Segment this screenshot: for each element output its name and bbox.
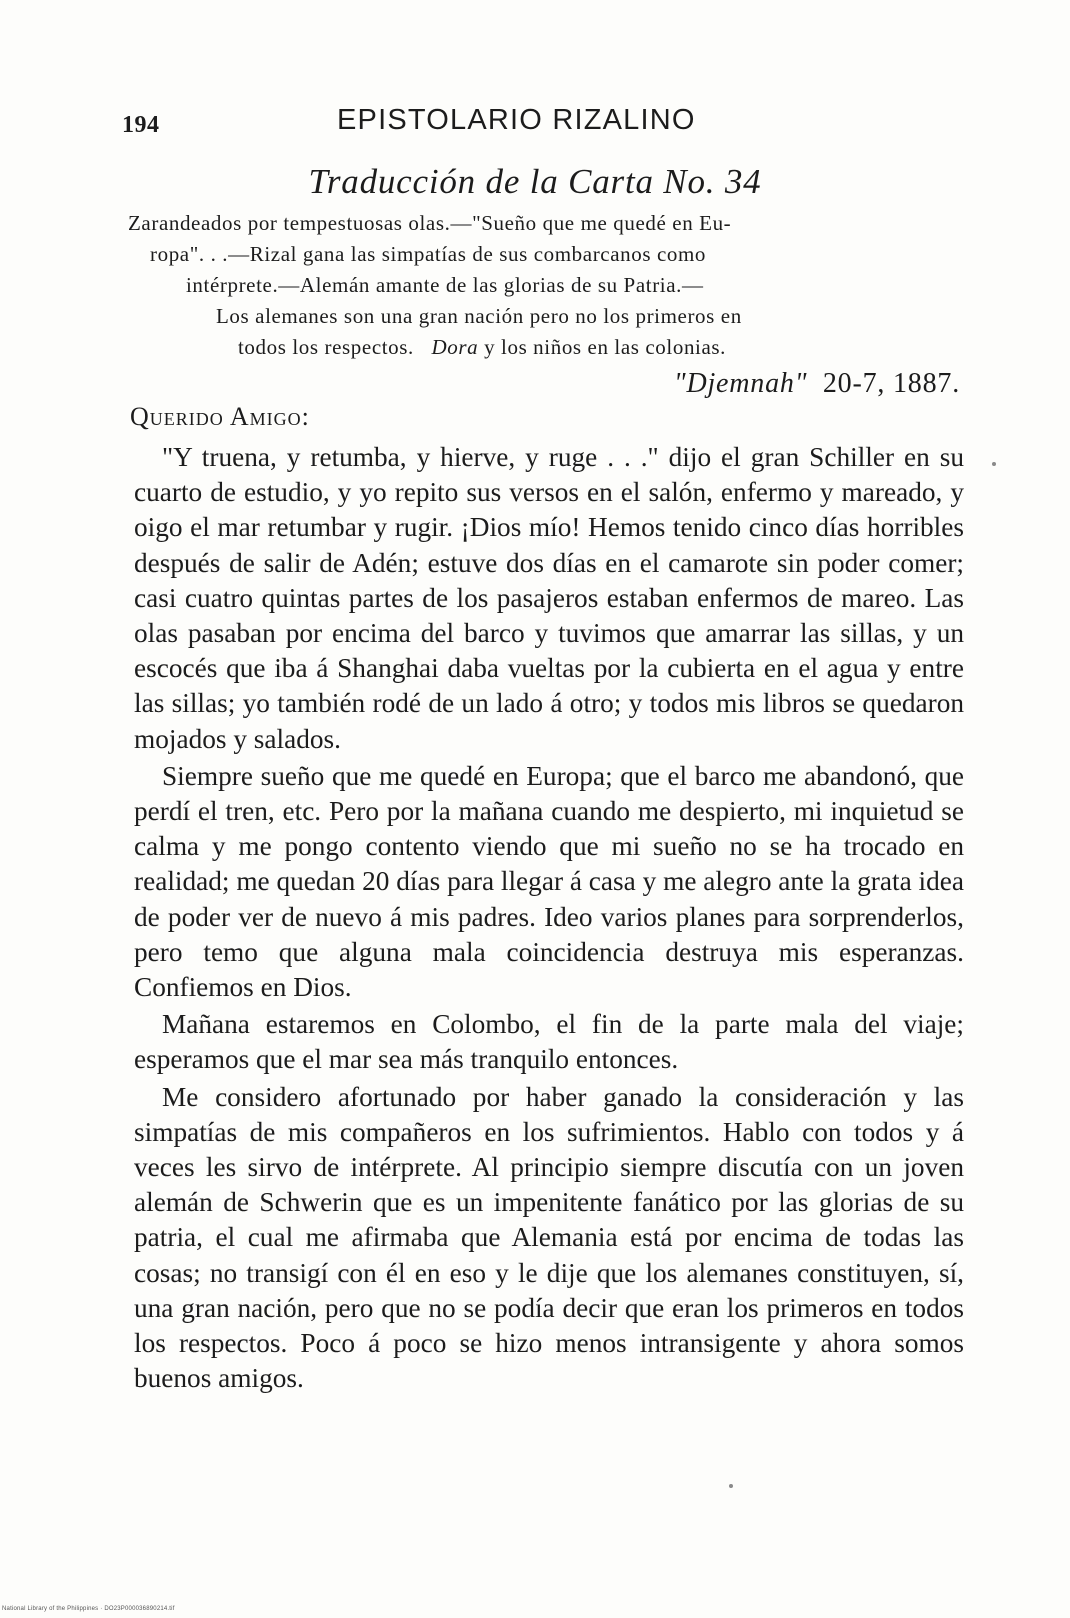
running-head: EPISTOLARIO RIZALINO <box>337 104 696 136</box>
letter-summary <box>128 208 948 363</box>
body-paragraph: Me considero afortunado por haber ganado la consideración y las simpatías de mis compañeros en los sufrimientos. Hablo con todos y á veces les sirvo de intérprete. Al principio siempre discutía con un joven alemán de Schwerin que es un impenitente fanático por las glorias de su patria, el cual me afirmaba que Alemania está por encima de todas las cosas; no transigí con él en eso y le dije que los alemanes constituyen, sí, una gran nación, pero que no se podía decir que eran los primeros en todos los respectos. Poco á poco se hizo menos intransigente y ahora somos buenos amigos. <box>134 1081 964 1394</box>
letter-title: Traducción de la Carta No. 34 <box>308 162 762 201</box>
summary-text: y los niños en las colonias. <box>484 335 727 359</box>
body-paragraph: "Y truena, y retumba, y hierve, y ruge . . ." dijo el gran Schiller en su cuarto de estudio, y yo repito sus versos en el salón, enfermo y mareado, y oigo el mar retumbar y rugir. ¡Dios mío! Hemos tenido cinco días horribles después de salir de Adén; estuve dos días en el camarote sin poder comer; casi cuatro quintas partes de los pasajeros estaban enfermos de mareo. Las olas pasaban por encima del barco y tuvimos que amarrar las sillas, y un escocés que iba á Shanghai daba vueltas por la cubierta en el agua y entre las sillas; yo también rodé de un lado á otro; y todos mis libros se quedaron mojados y salados. <box>134 442 964 754</box>
summary-line: intérprete.—Alemán amante de las glorias de su Patria.— <box>186 273 704 297</box>
page-header <box>122 104 952 144</box>
scan-footer-stamp: National Library of the Philippines · DO23P000036890214.tif <box>2 1606 175 1612</box>
letter-body <box>134 440 964 1398</box>
summary-line: Zarandeados por tempestuosas olas.—"Sueño que me quedé en Eu- <box>128 211 732 235</box>
summary-text: todos los respectos. <box>238 335 414 359</box>
scan-speck <box>992 462 996 466</box>
body-paragraph: Mañana estaremos en Colombo, el fin de la parte mala del viaje; esperamos que el mar sea más tranquilo entonces. <box>134 1009 964 1075</box>
summary-line <box>128 332 948 363</box>
summary-line: ropa". . .—Rizal gana las simpatías de sus combarcanos como <box>150 242 707 266</box>
dateline-place: "Djemnah" <box>673 368 808 399</box>
salutation: Querido Amigo: <box>130 402 310 431</box>
body-paragraph: Siempre sueño que me quedé en Europa; que el barco me abandonó, que perdí el tren, etc. Pero por la mañana cuando me despierto, mi inquietud se calma y me pongo contento viendo que mi sueño no se ha trocado en realidad; me quedan 20 días para llegar á casa y me alegro ante la grata idea de poder ver de nuevo á mis padres. Ideo varios planes para sorprenderlos, pero temo que alguna mala coincidencia destruya mis esperanzas. Confiemos en Dios. <box>134 760 964 1003</box>
page-number: 194 <box>122 112 160 138</box>
scan-speck <box>729 1484 733 1488</box>
summary-italic-name: Dora <box>431 335 479 359</box>
summary-line: Los alemanes son una gran nación pero no los primeros en <box>216 304 742 328</box>
dateline-date: 20-7, 1887. <box>822 368 960 399</box>
dateline <box>674 368 960 400</box>
